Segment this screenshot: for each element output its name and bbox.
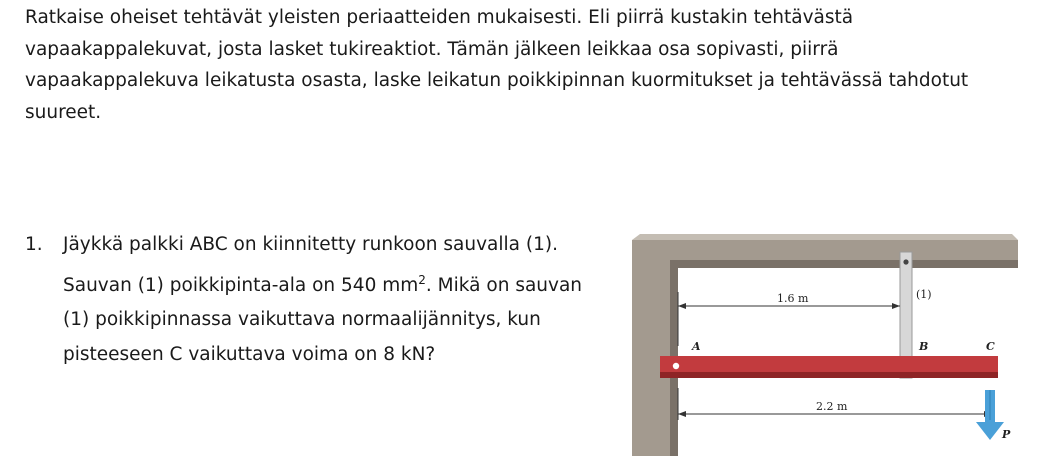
problem-number: 1. <box>25 234 43 255</box>
area-unit-superscript: 2 <box>418 272 426 287</box>
load-arrow-p <box>976 390 1004 440</box>
dim-label-bottom: 2.2 m <box>816 400 848 413</box>
beam-abc <box>660 356 998 378</box>
instructions-paragraph <box>25 2 1025 128</box>
beam-figure <box>632 232 1032 461</box>
problem-line-2 <box>63 263 603 304</box>
problem-line-3: (1) poikkipinnassa vaikuttava normaalijännitys, kun <box>63 309 541 331</box>
instructions-line-2: vapaakappalekuvat, josta lasket tukireaktiot. Tämän jälkeen leikkaa osa sopivasti, piirrä <box>25 38 839 60</box>
instructions-line-1: Ratkaise oheiset tehtävät yleisten periaatteiden mukaisesti. Eli piirrä kustakin tehtävästä <box>25 7 854 28</box>
problem-line-2-text: Sauvan (1) poikkipinta-ala on 540 mm <box>63 274 419 296</box>
label-b: B <box>919 340 929 353</box>
label-c: C <box>986 340 995 353</box>
problem-line-4: pisteeseen C vaikuttava voima on 8 kN? <box>63 343 436 365</box>
support-frame <box>632 234 1018 456</box>
dim-label-top: 1.6 m <box>777 292 809 305</box>
instructions-line-4: suureet. <box>25 101 102 123</box>
instructions-line-3: vapaakappalekuva leikatusta osasta, laske leikatun poikkipinnan kuormitukset ja tehtävässä tahdotut <box>25 70 969 91</box>
problem-line-1: Jäykkä palkki ABC on kiinnitetty runkoon sauvalla (1). <box>63 234 558 255</box>
label-a: A <box>692 340 701 353</box>
label-p: P <box>1002 428 1011 441</box>
beam-diagram-svg <box>632 232 1032 461</box>
label-rod-1: (1) <box>916 288 932 301</box>
problem-line-2-tail: . Mikä on sauvan <box>425 274 583 296</box>
problem-text <box>63 228 603 372</box>
